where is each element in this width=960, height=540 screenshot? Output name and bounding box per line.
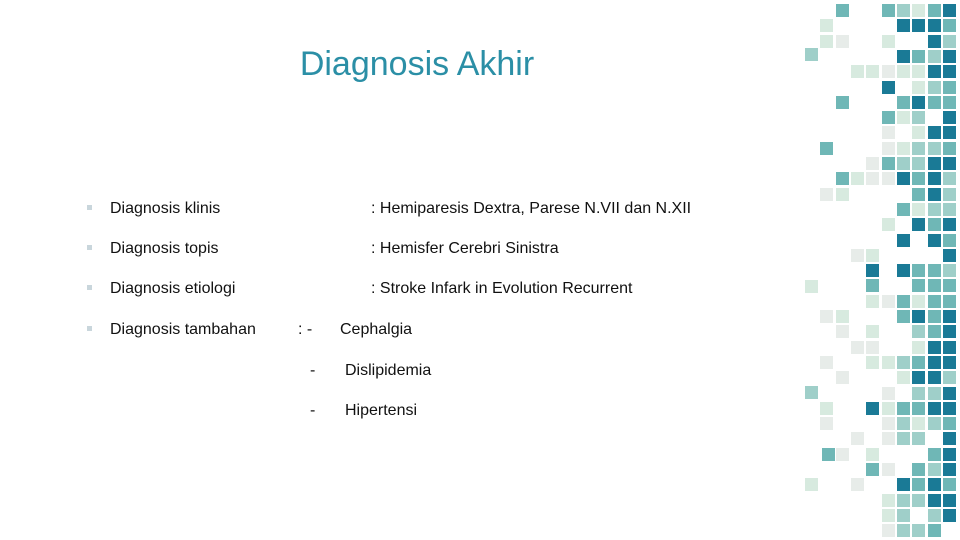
mosaic-tile xyxy=(912,96,925,109)
mosaic-tile xyxy=(943,234,956,247)
mosaic-tile xyxy=(928,81,941,94)
mosaic-tile xyxy=(943,172,956,185)
mosaic-tile xyxy=(882,356,895,369)
mosaic-tile xyxy=(897,432,910,445)
diagnosis-tambahan-value: Cephalgia xyxy=(340,321,413,338)
mosaic-tile xyxy=(928,448,941,461)
mosaic-tile xyxy=(928,478,941,491)
mosaic-tile xyxy=(882,432,895,445)
tambahan-dash: - xyxy=(310,402,316,419)
mosaic-tile xyxy=(928,325,941,338)
mosaic-tile xyxy=(912,432,925,445)
mosaic-tile xyxy=(928,142,941,155)
mosaic-tile xyxy=(866,279,879,292)
mosaic-tile xyxy=(866,448,879,461)
mosaic-tile xyxy=(882,111,895,124)
mosaic-tile xyxy=(805,280,818,293)
mosaic-tile xyxy=(897,96,910,109)
mosaic-tile xyxy=(820,402,833,415)
mosaic-tile xyxy=(928,417,941,430)
mosaic-tile xyxy=(820,417,833,430)
mosaic-tile xyxy=(882,524,895,537)
mosaic-tile xyxy=(943,463,956,476)
mosaic-tile xyxy=(897,157,910,170)
mosaic-tile xyxy=(912,157,925,170)
mosaic-tile xyxy=(866,325,879,338)
mosaic-tile xyxy=(928,402,941,415)
mosaic-tile xyxy=(912,371,925,384)
mosaic-tile xyxy=(882,126,895,139)
mosaic-tile xyxy=(912,264,925,277)
mosaic-tile xyxy=(897,19,910,32)
mosaic-tile xyxy=(943,157,956,170)
mosaic-tile xyxy=(836,35,849,48)
mosaic-tile xyxy=(882,65,895,78)
mosaic-tile xyxy=(943,325,956,338)
mosaic-tile xyxy=(912,50,925,63)
mosaic-tile xyxy=(943,65,956,78)
mosaic-tile xyxy=(928,96,941,109)
mosaic-tile xyxy=(928,387,941,400)
mosaic-tile xyxy=(912,325,925,338)
diagnosis-etiologi-label: Diagnosis etiologi xyxy=(110,280,236,297)
mosaic-tile xyxy=(943,402,956,415)
mosaic-tile xyxy=(897,264,910,277)
mosaic-tile xyxy=(912,65,925,78)
mosaic-tile xyxy=(943,19,956,32)
mosaic-tile xyxy=(943,494,956,507)
mosaic-tile xyxy=(897,4,910,17)
mosaic-tile xyxy=(897,142,910,155)
mosaic-tile xyxy=(897,417,910,430)
mosaic-tile xyxy=(943,310,956,323)
mosaic-tile xyxy=(912,126,925,139)
mosaic-tile xyxy=(943,203,956,216)
mosaic-tile xyxy=(882,463,895,476)
mosaic-tile xyxy=(882,295,895,308)
mosaic-tile xyxy=(897,356,910,369)
mosaic-tile xyxy=(928,203,941,216)
mosaic-tile xyxy=(912,111,925,124)
mosaic-tile xyxy=(928,463,941,476)
tambahan-dash: - xyxy=(310,362,316,379)
mosaic-tile xyxy=(912,203,925,216)
mosaic-tile xyxy=(882,4,895,17)
tambahan-item: Hipertensi xyxy=(345,402,418,419)
mosaic-tile xyxy=(928,4,941,17)
mosaic-tile xyxy=(928,188,941,201)
mosaic-tile xyxy=(912,387,925,400)
mosaic-tile xyxy=(836,448,849,461)
mosaic-tile xyxy=(943,142,956,155)
mosaic-tile xyxy=(866,249,879,262)
mosaic-tile xyxy=(912,295,925,308)
mosaic-tile xyxy=(820,356,833,369)
slide-title: Diagnosis Akhir xyxy=(299,45,535,83)
mosaic-tile xyxy=(897,172,910,185)
mosaic-tile xyxy=(943,35,956,48)
mosaic-tile xyxy=(882,35,895,48)
mosaic-tile xyxy=(897,295,910,308)
mosaic-tile xyxy=(851,172,864,185)
mosaic-tile xyxy=(912,463,925,476)
mosaic-tile xyxy=(928,295,941,308)
mosaic-tile xyxy=(882,172,895,185)
mosaic-tile xyxy=(882,402,895,415)
mosaic-tile xyxy=(820,310,833,323)
mosaic-tile xyxy=(928,264,941,277)
mosaic-tile xyxy=(897,402,910,415)
mosaic-tile xyxy=(928,19,941,32)
diagnosis-tambahan-prefix: : - xyxy=(298,321,313,338)
mosaic-tile xyxy=(820,188,833,201)
mosaic-tile xyxy=(882,142,895,155)
mosaic-tile xyxy=(820,142,833,155)
mosaic-tile xyxy=(928,65,941,78)
mosaic-tile xyxy=(882,509,895,522)
mosaic-tile xyxy=(943,509,956,522)
mosaic-tile xyxy=(943,387,956,400)
mosaic-tile xyxy=(943,295,956,308)
mosaic-tile xyxy=(866,264,879,277)
mosaic-tile xyxy=(851,65,864,78)
mosaic-tile xyxy=(882,157,895,170)
mosaic-tile xyxy=(897,494,910,507)
mosaic-tile xyxy=(820,35,833,48)
mosaic-tile xyxy=(912,4,925,17)
mosaic-tile xyxy=(943,417,956,430)
mosaic-tile xyxy=(805,478,818,491)
mosaic-tile xyxy=(820,19,833,32)
mosaic-tile xyxy=(866,295,879,308)
mosaic-tile xyxy=(912,310,925,323)
mosaic-tile xyxy=(943,218,956,231)
mosaic-tile xyxy=(912,218,925,231)
mosaic-tile xyxy=(912,494,925,507)
mosaic-tile xyxy=(866,402,879,415)
mosaic-tile xyxy=(851,432,864,445)
mosaic-tile xyxy=(943,279,956,292)
mosaic-tile xyxy=(943,126,956,139)
mosaic-tile xyxy=(882,387,895,400)
mosaic-tile xyxy=(928,371,941,384)
mosaic-tile xyxy=(943,188,956,201)
mosaic-tile xyxy=(836,310,849,323)
mosaic-tile xyxy=(943,81,956,94)
mosaic-tile xyxy=(928,356,941,369)
diagnosis-etiologi-value: : Stroke Infark in Evolution Recurrent xyxy=(371,280,633,297)
mosaic-tile xyxy=(928,234,941,247)
mosaic-tile xyxy=(912,356,925,369)
mosaic-tile xyxy=(866,463,879,476)
diagnosis-topis-value: : Hemisfer Cerebri Sinistra xyxy=(371,240,559,257)
mosaic-tile xyxy=(897,509,910,522)
mosaic-tile xyxy=(912,402,925,415)
mosaic-tile xyxy=(805,386,818,399)
mosaic-tile xyxy=(836,96,849,109)
mosaic-tile xyxy=(897,50,910,63)
diagnosis-klinis-value: : Hemiparesis Dextra, Parese N.VII dan N.XII xyxy=(371,200,692,217)
mosaic-tile xyxy=(912,142,925,155)
mosaic-tile xyxy=(897,203,910,216)
mosaic-tile xyxy=(912,524,925,537)
mosaic-tile xyxy=(897,65,910,78)
mosaic-tile xyxy=(928,341,941,354)
mosaic-tile xyxy=(943,249,956,262)
mosaic-tile xyxy=(912,19,925,32)
mosaic-tile xyxy=(943,111,956,124)
mosaic-tile xyxy=(943,96,956,109)
mosaic-tile xyxy=(943,341,956,354)
mosaic-tile xyxy=(897,310,910,323)
diagnosis-tambahan-label: Diagnosis tambahan xyxy=(110,321,256,338)
tambahan-item: Dislipidemia xyxy=(345,362,432,379)
mosaic-tile xyxy=(866,157,879,170)
mosaic-tile xyxy=(943,264,956,277)
mosaic-tile xyxy=(836,172,849,185)
diagnosis-klinis-label: Diagnosis klinis xyxy=(110,200,221,217)
mosaic-tile xyxy=(805,48,818,61)
mosaic-tile xyxy=(866,65,879,78)
mosaic-tile xyxy=(928,494,941,507)
mosaic-tile xyxy=(912,279,925,292)
mosaic-tile xyxy=(912,478,925,491)
mosaic-tile xyxy=(943,356,956,369)
mosaic-tile xyxy=(928,279,941,292)
mosaic-tile xyxy=(836,371,849,384)
mosaic-tile xyxy=(866,341,879,354)
mosaic-tile xyxy=(928,157,941,170)
mosaic-tile xyxy=(836,4,849,17)
mosaic-tile xyxy=(897,371,910,384)
mosaic-tile xyxy=(897,478,910,491)
mosaic-tile xyxy=(912,341,925,354)
mosaic-tile xyxy=(912,172,925,185)
mosaic-tile xyxy=(928,509,941,522)
mosaic-tile xyxy=(928,524,941,537)
mosaic-tile xyxy=(943,371,956,384)
mosaic-tile xyxy=(882,81,895,94)
mosaic-tile xyxy=(822,448,835,461)
mosaic-tile xyxy=(912,417,925,430)
mosaic-tile xyxy=(851,478,864,491)
mosaic-tile xyxy=(836,188,849,201)
mosaic-tile xyxy=(928,218,941,231)
mosaic-tile xyxy=(851,249,864,262)
mosaic-tile xyxy=(897,111,910,124)
mosaic-tile xyxy=(866,172,879,185)
mosaic-tile xyxy=(928,172,941,185)
mosaic-tile xyxy=(897,234,910,247)
mosaic-tile xyxy=(928,50,941,63)
mosaic-tile xyxy=(943,448,956,461)
mosaic-tile xyxy=(943,50,956,63)
mosaic-tile xyxy=(851,341,864,354)
mosaic-tile xyxy=(836,325,849,338)
mosaic-tile xyxy=(882,218,895,231)
mosaic-tile xyxy=(928,35,941,48)
mosaic-tile xyxy=(897,524,910,537)
mosaic-tile xyxy=(943,4,956,17)
mosaic-tile xyxy=(882,417,895,430)
diagnosis-topis-label: Diagnosis topis xyxy=(110,240,219,257)
mosaic-tile xyxy=(943,432,956,445)
mosaic-tile xyxy=(882,494,895,507)
mosaic-tile xyxy=(912,188,925,201)
mosaic-tile xyxy=(928,126,941,139)
mosaic-tile xyxy=(912,81,925,94)
mosaic-tile xyxy=(866,356,879,369)
mosaic-tile xyxy=(928,310,941,323)
mosaic-tile xyxy=(943,478,956,491)
